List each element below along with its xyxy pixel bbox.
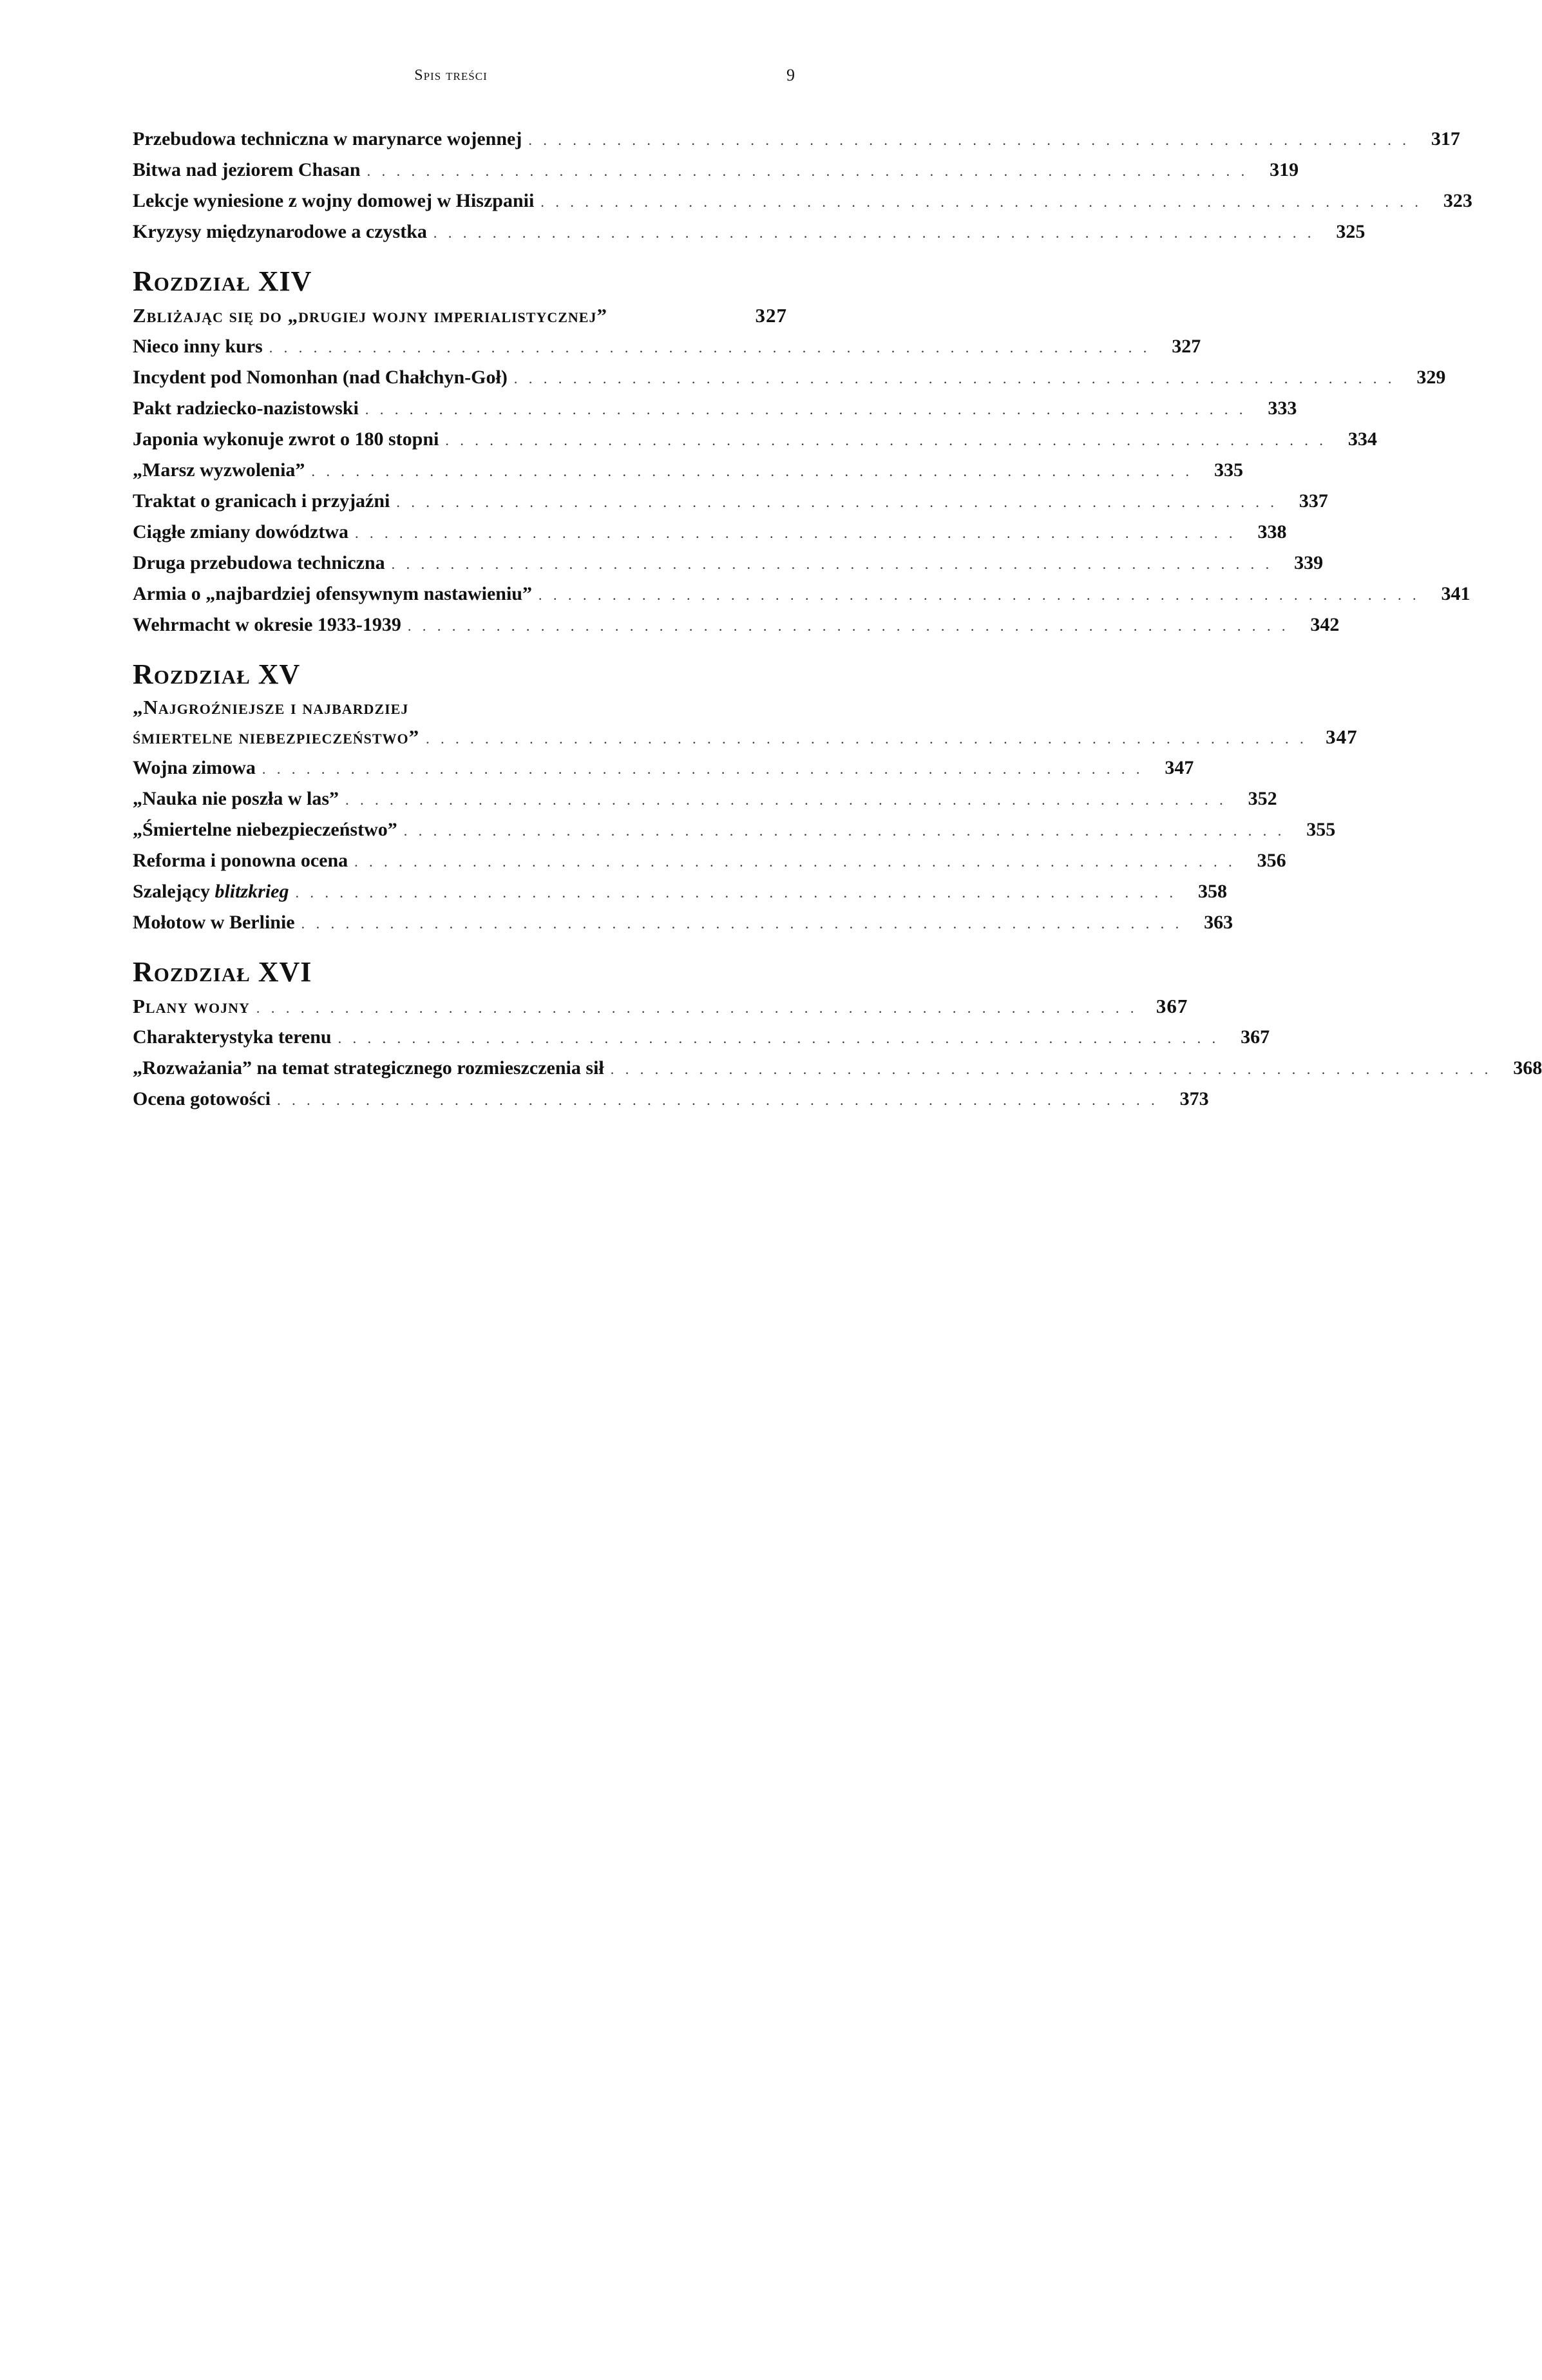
toc-entry: Reforma i ponowna ocena . . . . . . . . . . . . . . . . . . . . . . . . . . . . . . . . . . . . . . . . . . . . . . . . . . . . . . . . . . . . 356 <box>133 850 1286 871</box>
toc-entry: Szalejący blitzkrieg . . . . . . . . . . . . . . . . . . . . . . . . . . . . . . . . . . . . . . . . . . . . . . . . . . . . . . . . . . . . 358 <box>133 881 1227 902</box>
toc-entry: Charakterystyka terenu . . . . . . . . . . . . . . . . . . . . . . . . . . . . . . . . . . . . . . . . . . . . . . . . . . . . . . . . . . . . 367 <box>133 1026 1270 1048</box>
toc-entry: Wojna zimowa . . . . . . . . . . . . . . . . . . . . . . . . . . . . . . . . . . . . . . . . . . . . . . . . . . . . . . . . . . . . 347 <box>133 757 1194 778</box>
chapter-title: śmiertelne niebezpieczeństwo” . . . . . . . . . . . . . . . . . . . . . . . . . . . . . . . . . . . . . . . . . . . . . . . . . . . . . . . . . . . . 347 <box>133 725 1358 748</box>
toc-entry: Nieco inny kurs . . . . . . . . . . . . . . . . . . . . . . . . . . . . . . . . . . . . . . . . . . . . . . . . . . . . . . . . . . . . 327 <box>133 336 1201 357</box>
chapter-xv <box>133 656 1358 938</box>
chapter-title-line: „Najgroźniejsze i najbardziej <box>133 696 409 718</box>
chapter-label: Rozdział XVI <box>133 956 312 988</box>
chapter-label: Rozdział XV <box>133 658 301 690</box>
running-head: Spis treści <box>414 67 488 84</box>
toc-entry: Ciągłe zmiany dowództwa . . . . . . . . . . . . . . . . . . . . . . . . . . . . . . . . . . . . . . . . . . . . . . . . . . . . . . . . . . . . 338 <box>133 521 1287 542</box>
toc-entry: Przebudowa techniczna w marynarce wojennej . . . . . . . . . . . . . . . . . . . . . . . . . . . . . . . . . . . . . . . . . . . . . . . . . . . . . . . . . . . . 317 <box>133 128 1460 149</box>
toc-entry: Incydent pod Nomonhan (nad Chałchyn-Goł) . . . . . . . . . . . . . . . . . . . . . . . . . . . . . . . . . . . . . . . . . . . . . . . . . . . . . . . . . . . . 329 <box>133 367 1446 388</box>
toc-entry: „Marsz wyzwolenia” . . . . . . . . . . . . . . . . . . . . . . . . . . . . . . . . . . . . . . . . . . . . . . . . . . . . . . . . . . . . 335 <box>133 459 1243 481</box>
chapter-title: Plany wojny . . . . . . . . . . . . . . . . . . . . . . . . . . . . . . . . . . . . . . . . . . . . . . . . . . . . . . . . . . . . 367 <box>133 995 1188 1017</box>
table-of-contents <box>133 124 1542 1115</box>
toc-entry: Ocena gotowości . . . . . . . . . . . . . . . . . . . . . . . . . . . . . . . . . . . . . . . . . . . . . . . . . . . . . . . . . . . . 373 <box>133 1088 1209 1109</box>
toc-entry: „Rozważania” na temat strategicznego rozmieszczenia sił . . . . . . . . . . . . . . . . . . . . . . . . . . . . . . . . . . . . . . . . . . . . . . . . . . . . . . . . . . . . 368 <box>133 1057 1542 1079</box>
toc-entry: Lekcje wyniesione z wojny domowej w Hiszpanii . . . . . . . . . . . . . . . . . . . . . . . . . . . . . . . . . . . . . . . . . . . . . . . . . . . . . . . . . . . . 323 <box>133 190 1472 211</box>
toc-entry: Japonia wykonuje zwrot o 180 stopni . . . . . . . . . . . . . . . . . . . . . . . . . . . . . . . . . . . . . . . . . . . . . . . . . . . . . . . . . . . . 334 <box>133 428 1377 450</box>
toc-entry: Kryzysy międzynarodowe a czystka . . . . . . . . . . . . . . . . . . . . . . . . . . . . . . . . . . . . . . . . . . . . . . . . . . . . . . . . . . . . 325 <box>133 221 1366 242</box>
toc-entry: Bitwa nad jeziorem Chasan . . . . . . . . . . . . . . . . . . . . . . . . . . . . . . . . . . . . . . . . . . . . . . . . . . . . . . . . . . . . 319 <box>133 159 1299 180</box>
toc-entry: Wehrmacht w okresie 1933-1939 . . . . . . . . . . . . . . . . . . . . . . . . . . . . . . . . . . . . . . . . . . . . . . . . . . . . . . . . . . . . 342 <box>133 614 1340 635</box>
page-number: 9 <box>786 66 795 84</box>
toc-entry: Druga przebudowa techniczna . . . . . . . . . . . . . . . . . . . . . . . . . . . . . . . . . . . . . . . . . . . . . . . . . . . . . . . . . . . . 339 <box>133 552 1324 573</box>
toc-entry: „Nauka nie poszła w las” . . . . . . . . . . . . . . . . . . . . . . . . . . . . . . . . . . . . . . . . . . . . . . . . . . . . . . . . . . . . 352 <box>133 788 1277 809</box>
chapter-xvi <box>133 954 1542 1115</box>
chapter-title: Zbliżając się do „drugiej wojny imperialistycznej” 327 <box>133 304 787 327</box>
toc-entry: Armia o „najbardziej ofensywnym nastawieniu” . . . . . . . . . . . . . . . . . . . . . . . . . . . . . . . . . . . . . . . . . . . . . . . . . . . . . . . . . . . . 341 <box>133 583 1471 604</box>
toc-entry: Traktat o granicach i przyjaźni . . . . . . . . . . . . . . . . . . . . . . . . . . . . . . . . . . . . . . . . . . . . . . . . . . . . . . . . . . . . 337 <box>133 490 1328 512</box>
chapter-xiv <box>133 263 1471 640</box>
chapter-label: Rozdział XIV <box>133 265 312 297</box>
toc-entry: „Śmiertelne niebezpieczeństwo” . . . . . . . . . . . . . . . . . . . . . . . . . . . . . . . . . . . . . . . . . . . . . . . . . . . . . . . . . . . . 355 <box>133 819 1336 840</box>
toc-entry: Mołotow w Berlinie . . . . . . . . . . . . . . . . . . . . . . . . . . . . . . . . . . . . . . . . . . . . . . . . . . . . . . . . . . . . 363 <box>133 912 1233 933</box>
toc-entry: Pakt radziecko-nazistowski . . . . . . . . . . . . . . . . . . . . . . . . . . . . . . . . . . . . . . . . . . . . . . . . . . . . . . . . . . . . 333 <box>133 398 1297 419</box>
